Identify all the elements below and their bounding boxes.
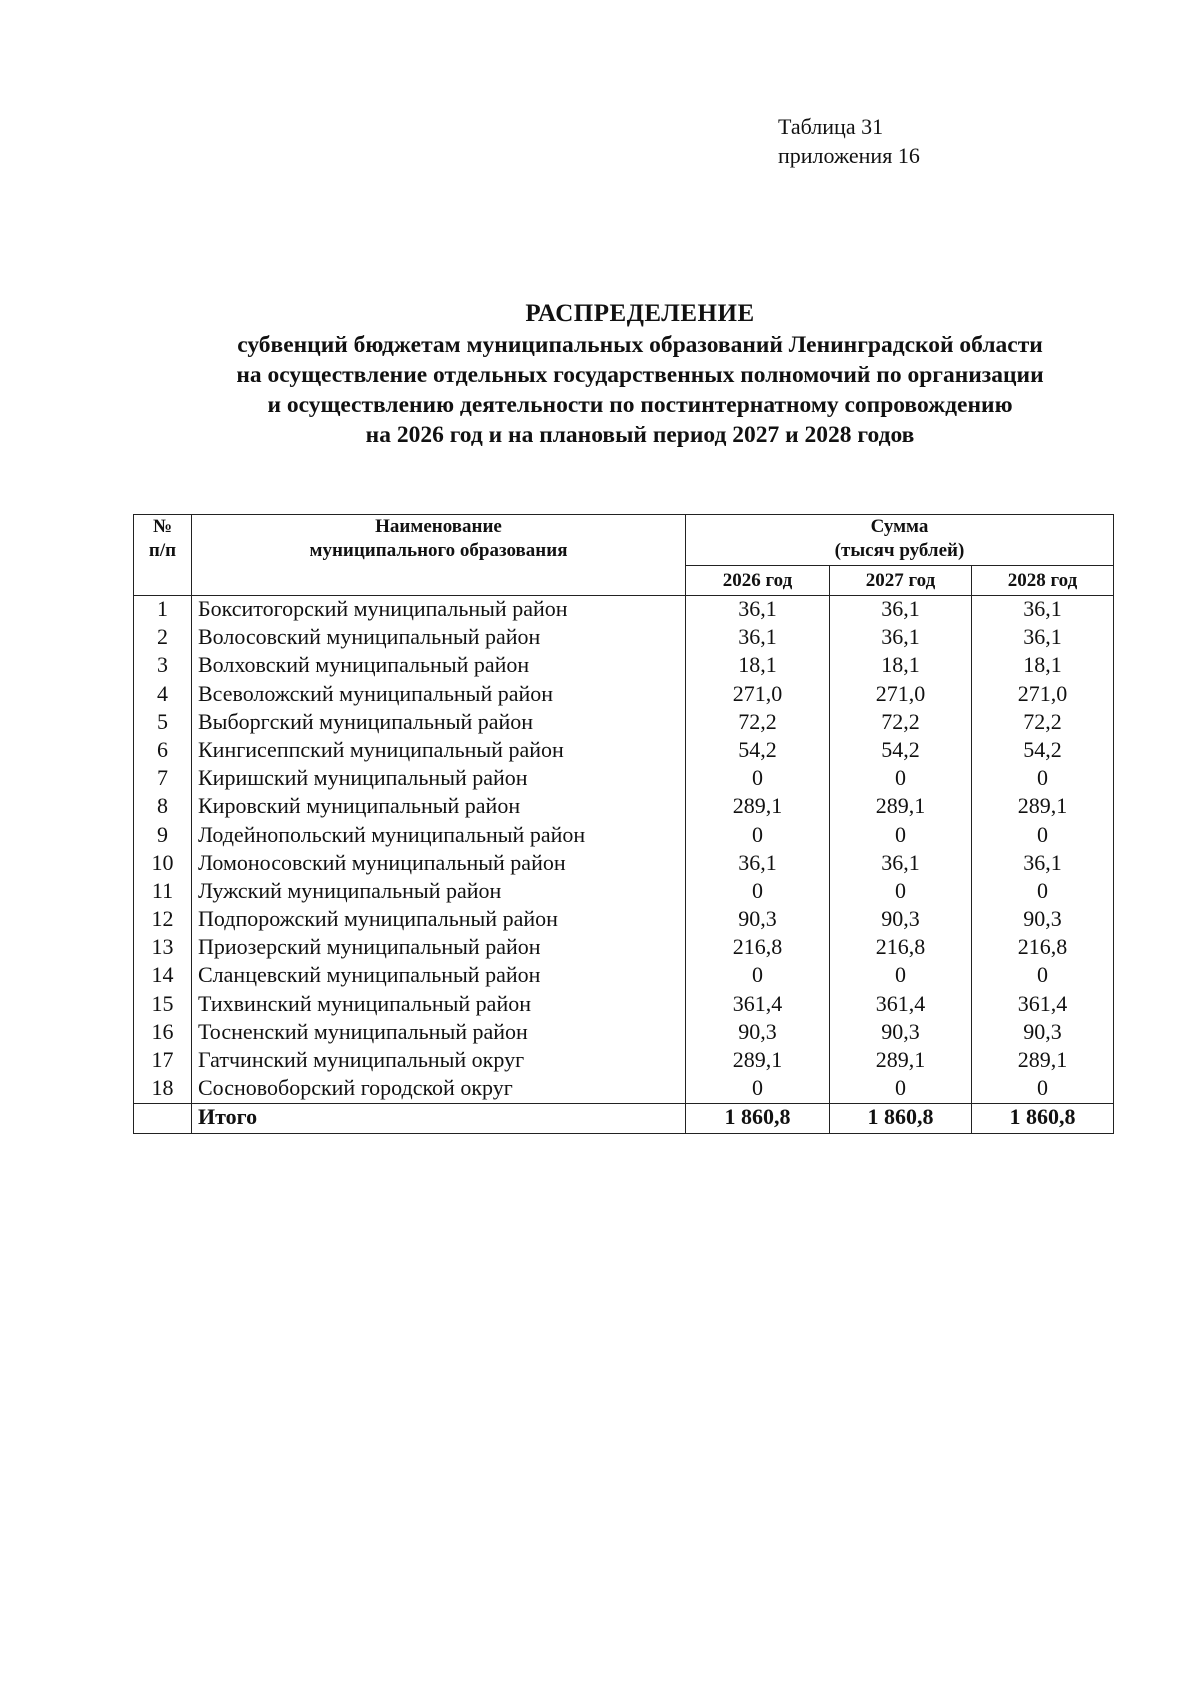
document-title [130,298,1150,450]
header-year-2028: 2028 год [972,566,1114,596]
row-municipality: Кингисеппский муниципальный район [192,737,686,765]
table-row [134,596,1114,625]
table-row [134,624,1114,652]
row-municipality: Волосовский муниципальный район [192,624,686,652]
header-year-2026: 2026 год [686,566,830,596]
row-value-2028: 18,1 [972,652,1114,680]
header-year-2027: 2027 год [830,566,972,596]
row-value-2028: 90,3 [972,906,1114,934]
row-value-2028: 36,1 [972,850,1114,878]
row-value-2028: 289,1 [972,1047,1114,1075]
total-value-2026: 1 860,8 [686,1104,830,1133]
table-row [134,1047,1114,1075]
row-value-2027: 0 [830,962,972,990]
total-row [134,1104,1114,1133]
row-number: 8 [134,793,192,821]
row-municipality: Тихвинский муниципальный район [192,991,686,1019]
row-number: 14 [134,962,192,990]
row-value-2026: 90,3 [686,906,830,934]
row-value-2026: 0 [686,765,830,793]
row-value-2026: 0 [686,962,830,990]
table-row [134,878,1114,906]
row-municipality: Тосненский муниципальный район [192,1019,686,1047]
row-municipality: Всеволожский муниципальный район [192,681,686,709]
row-municipality: Сосновоборский городской округ [192,1075,686,1104]
row-value-2027: 0 [830,1075,972,1104]
row-value-2027: 271,0 [830,681,972,709]
title-line-1: субвенций бюджетам муниципальных образований Ленинградской области [237,332,1043,358]
row-value-2027: 18,1 [830,652,972,680]
row-value-2027: 0 [830,822,972,850]
row-municipality: Лужский муниципальный район [192,878,686,906]
row-municipality: Кировский муниципальный район [192,793,686,821]
row-value-2027: 289,1 [830,1047,972,1075]
table-row [134,793,1114,821]
row-value-2028: 271,0 [972,681,1114,709]
row-number: 18 [134,1075,192,1104]
reference-appendix-number: приложения 16 [778,143,920,168]
table-reference [778,112,920,170]
row-number: 3 [134,652,192,680]
row-municipality: Киришский муниципальный район [192,765,686,793]
row-value-2028: 36,1 [972,624,1114,652]
row-value-2027: 90,3 [830,906,972,934]
table-row [134,934,1114,962]
title-line-2: на осуществление отдельных государственных полномочий по организации [236,362,1044,388]
row-value-2027: 216,8 [830,934,972,962]
row-municipality: Сланцевский муниципальный район [192,962,686,990]
row-value-2027: 0 [830,765,972,793]
header-number-line-1: № [152,516,173,537]
title-main: РАСПРЕДЕЛЕНИЕ [525,300,755,327]
row-value-2027: 72,2 [830,709,972,737]
row-value-2026: 0 [686,878,830,906]
table-row [134,962,1114,990]
row-municipality: Ломоносовский муниципальный район [192,850,686,878]
row-municipality: Приозерский муниципальный район [192,934,686,962]
row-value-2028: 72,2 [972,709,1114,737]
table-row [134,1075,1114,1104]
row-value-2026: 72,2 [686,709,830,737]
row-value-2026: 271,0 [686,681,830,709]
row-number: 2 [134,624,192,652]
row-value-2028: 289,1 [972,793,1114,821]
row-municipality: Подпорожский муниципальный район [192,906,686,934]
row-value-2028: 0 [972,765,1114,793]
row-number: 5 [134,709,192,737]
table-row [134,765,1114,793]
row-value-2027: 289,1 [830,793,972,821]
row-value-2026: 36,1 [686,624,830,652]
row-number: 7 [134,765,192,793]
row-value-2028: 216,8 [972,934,1114,962]
row-value-2028: 0 [972,962,1114,990]
total-value-2028: 1 860,8 [972,1104,1114,1133]
row-number: 1 [134,596,192,625]
row-number: 13 [134,934,192,962]
title-line-4: на 2026 год и на плановый период 2027 и 2028 годов [365,422,915,448]
row-value-2027: 54,2 [830,737,972,765]
table-row [134,850,1114,878]
header-name [192,515,686,596]
row-value-2026: 90,3 [686,1019,830,1047]
row-number: 9 [134,822,192,850]
table-row [134,737,1114,765]
row-value-2026: 54,2 [686,737,830,765]
row-value-2027: 90,3 [830,1019,972,1047]
row-value-2027: 36,1 [830,596,972,625]
row-municipality: Волховский муниципальный район [192,652,686,680]
header-name-line-1: Наименование [375,516,502,537]
row-value-2027: 361,4 [830,991,972,1019]
header-sum [686,515,1114,566]
row-number: 12 [134,906,192,934]
table-row [134,822,1114,850]
header-number [134,515,192,596]
table-row [134,709,1114,737]
table-row [134,991,1114,1019]
row-municipality: Бокситогорский муниципальный район [192,596,686,625]
row-municipality: Гатчинский муниципальный округ [192,1047,686,1075]
row-value-2026: 289,1 [686,1047,830,1075]
row-number: 17 [134,1047,192,1075]
header-sum-line-2: (тысяч рублей) [834,540,965,561]
table-row [134,906,1114,934]
row-number: 11 [134,878,192,906]
table-row [134,652,1114,680]
row-number: 16 [134,1019,192,1047]
row-value-2028: 0 [972,1075,1114,1104]
row-value-2026: 216,8 [686,934,830,962]
header-name-line-2: муниципального образования [309,540,568,561]
row-number: 10 [134,850,192,878]
header-sum-line-1: Сумма [870,516,929,537]
table-body [134,596,1114,1134]
row-value-2026: 0 [686,822,830,850]
table-row [134,681,1114,709]
title-line-3: и осуществлению деятельности по постинтернатному сопровождению [267,392,1013,418]
row-value-2028: 0 [972,822,1114,850]
row-value-2028: 361,4 [972,991,1114,1019]
distribution-table [133,514,1114,1134]
row-municipality: Выборгский муниципальный район [192,709,686,737]
row-value-2026: 361,4 [686,991,830,1019]
row-value-2028: 90,3 [972,1019,1114,1047]
row-value-2027: 36,1 [830,624,972,652]
row-value-2026: 36,1 [686,596,830,625]
table-row [134,1019,1114,1047]
total-number-cell [134,1104,192,1133]
row-value-2026: 0 [686,1075,830,1104]
row-number: 4 [134,681,192,709]
row-value-2028: 36,1 [972,596,1114,625]
reference-table-number: Таблица 31 [778,114,884,139]
row-value-2026: 18,1 [686,652,830,680]
total-label: Итого [192,1104,686,1133]
row-value-2026: 36,1 [686,850,830,878]
row-value-2027: 0 [830,878,972,906]
row-number: 6 [134,737,192,765]
row-value-2026: 289,1 [686,793,830,821]
row-municipality: Лодейнопольский муниципальный район [192,822,686,850]
row-number: 15 [134,991,192,1019]
row-value-2028: 0 [972,878,1114,906]
row-value-2027: 36,1 [830,850,972,878]
header-number-line-2: п/п [148,540,177,561]
total-value-2027: 1 860,8 [830,1104,972,1133]
row-value-2028: 54,2 [972,737,1114,765]
